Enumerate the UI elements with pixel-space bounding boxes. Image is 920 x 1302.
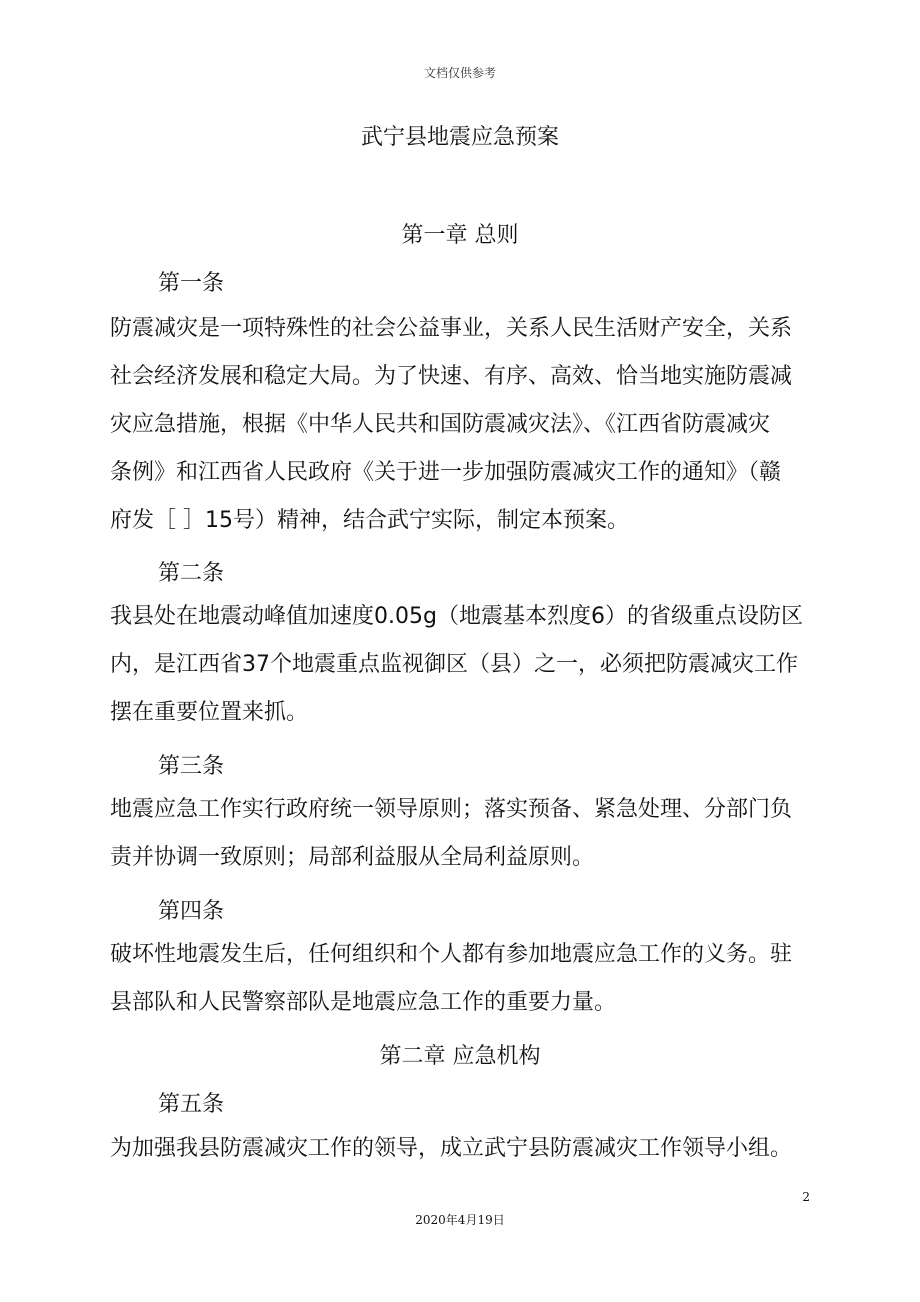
article-1-line: 府发［ ］15号）精神，结合武宁实际，制定本预案。 xyxy=(110,508,629,533)
article-1-line: 灾应急措施，根据《中华人民共和国防震减灾法》、《江西省防震减灾 xyxy=(110,412,771,437)
article-3-label: 第三条 xyxy=(158,754,225,779)
article-4-line: 县部队和人民警察部队是地震应急工作的重要力量。 xyxy=(110,990,617,1015)
article-3-line: 地震应急工作实行政府统一领导原则；落实预备、紧急处理、分部门负 xyxy=(110,797,793,822)
document-title: 武宁县地震应急预案 xyxy=(360,125,559,150)
article-4-label: 第四条 xyxy=(158,899,225,924)
article-5-line: 为加强我县防震减灾工作的领导，成立武宁县防震减灾工作领导小组。 xyxy=(110,1136,793,1161)
article-1-line: 社会经济发展和稳定大局。为了快速、有序、高效、恰当地实施防震减 xyxy=(110,364,793,389)
article-5-label: 第五条 xyxy=(158,1092,225,1117)
article-2-text xyxy=(110,593,810,737)
article-5-text xyxy=(110,1125,810,1173)
article-3-line: 责并协调一致原则；局部利益服从全局利益原则。 xyxy=(110,845,595,870)
article-4-text xyxy=(110,931,810,1027)
article-2-label: 第二条 xyxy=(158,561,225,586)
article-1-line: 防震减灾是一项特殊性的社会公益事业，关系人民生活财产安全，关系 xyxy=(110,316,793,341)
article-2-line: 摆在重要位置来抓。 xyxy=(110,700,309,725)
article-3-text xyxy=(110,786,810,882)
article-2-line: 我县处在地震动峰值加速度0.05g（地震基本烈度6）的省级重点设防区 xyxy=(110,604,803,629)
article-1-line: 条例》和江西省人民政府《关于进一步加强防震减灾工作的通知》（赣 xyxy=(110,460,782,485)
article-2-line: 内，是江西省37个地震重点监视御区（县）之一，必须把防震减灾工作 xyxy=(110,652,798,677)
header-note: 文档仅供参考 xyxy=(423,66,496,80)
article-1-text xyxy=(110,305,810,545)
article-1-label: 第一条 xyxy=(158,271,225,296)
article-4-line: 破坏性地震发生后，任何组织和个人都有参加地震应急工作的义务。驻 xyxy=(110,942,793,967)
chapter-2-title: 第二章 应急机构 xyxy=(379,1044,541,1069)
chapter-1-title: 第一章 总则 xyxy=(401,223,519,248)
footer-date: 2020年4月19日 xyxy=(415,1213,505,1227)
page-number: 2 xyxy=(802,1190,810,1204)
